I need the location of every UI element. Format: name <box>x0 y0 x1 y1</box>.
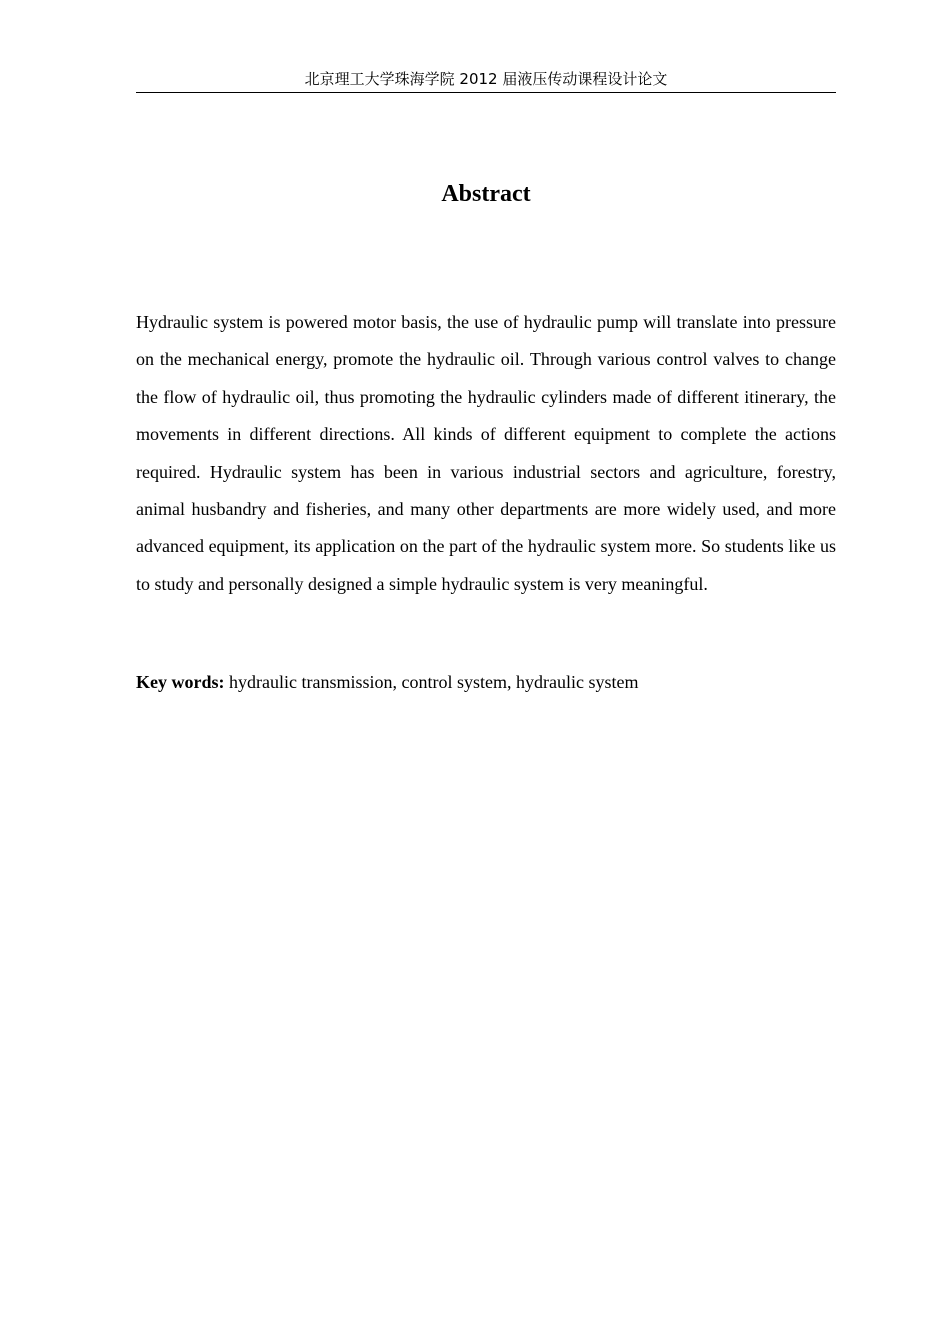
abstract-body: Hydraulic system is powered motor basis, the use of hydraulic pump will translate into pressure on the mechanical energy, promote the hydraulic oil. Through various control valves to change the flow of hydraulic oil, thus promoting the hydraulic cylinders made of different itinerary, the movements in different directions. All kinds of different equipment to complete the actions required. Hydraulic system has been in various industrial sectors and agriculture, forestry, animal husbandry and fisheries, and many other departments are more widely used, and more advanced equipment, its application on the part of the hydraulic system more. So students like us to study and personally designed a simple hydraulic system is very meaningful. <box>136 312 836 594</box>
abstract-title: Abstract <box>441 181 531 207</box>
keywords-line <box>136 668 836 696</box>
keywords-label: Key words: <box>136 672 225 692</box>
running-header: 北京理工大学珠海学院 2012 届液压传动课程设计论文 <box>136 68 836 93</box>
keywords-value: hydraulic transmission, control system, hydraulic system <box>229 672 639 692</box>
